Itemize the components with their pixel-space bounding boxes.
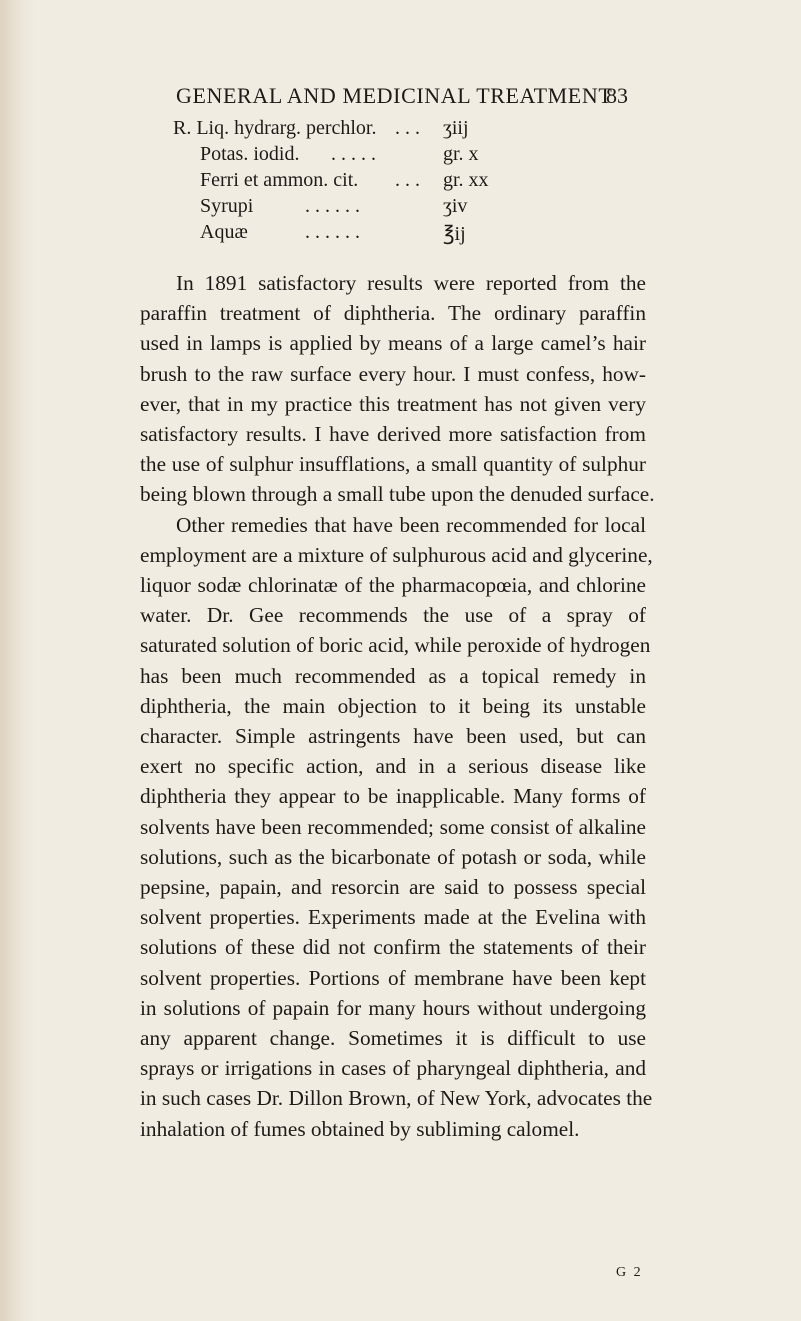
running-header [176,83,628,115]
text-line: the use of sulphur insufflations, a small quantity of sulphur [140,452,646,477]
text-line: has been much recommended as a topical remedy in [140,663,646,688]
prescription-quantity: ʒiij [443,117,469,139]
prescription-quantity: gr. x [443,143,479,165]
text-line: used in lamps is applied by means of a large camel’s hair [140,331,646,356]
text-line: diphtheria they appear to be inapplicable. Many forms of [140,784,646,809]
text-line: solvents have been recommended; some consist of alkaline [140,814,646,839]
text-line: exert no specific action, and in a serious disease like [140,754,646,779]
text-line: in such cases Dr. Dillon Brown, of New York, advocates the [140,1086,653,1111]
text-line: solvent properties. Portions of membrane have been kept [140,965,646,990]
text-line: being blown through a small tube upon the denuded surface. [140,482,655,507]
prescription-row [173,195,513,221]
text-line: in solutions of papain for many hours without undergoing [140,995,646,1020]
text-line: liquor sodæ chlorinatæ of the pharmacopœia, and chlorine [140,573,646,598]
prescription-symbol: R. [173,117,192,139]
prescription-quantity: ℥ij [443,223,466,245]
page-edge-shadow [0,0,36,1321]
text-line: pepsine, papain, and resorcin are said to possess special [140,875,646,900]
text-line: paraffin treatment of diphtheria. The ordinary paraffin [140,301,646,326]
prescription-row [173,221,513,247]
leader-dots: . . . . . . [305,195,360,217]
prescription-row [173,117,513,143]
text-line: diphtheria, the main objection to it being its unstable [140,693,646,718]
text-line: solvent properties. Experiments made at the Evelina with [140,905,646,930]
prescription-ingredient: Aquæ [200,221,248,243]
leader-dots: . . . . . [331,143,376,165]
text-line: solutions of these did not confirm the statements of their [140,935,646,960]
prescription-ingredient: R. Liq. hydrarg. perchlor. [173,117,377,139]
text-line: employment are a mixture of sulphurous acid and glycerine, [140,542,653,567]
text-line: solutions, such as the bicarbonate of potash or soda, while [140,844,646,869]
text-line: In 1891 satisfactory results were reported from the [176,271,646,295]
prescription-ingredient: Potas. iodid. [200,143,300,165]
prescription-block [173,117,513,247]
text-line: water. Dr. Gee recommends the use of a spray of [140,603,646,628]
signature-mark: G 2 [616,1265,643,1280]
leader-dots: . . . [395,117,420,139]
text-line: Other remedies that have been recommended for local [176,512,646,537]
text-line: any apparent change. Sometimes it is difficult to use [140,1026,646,1051]
text-line: saturated solution of boric acid, while peroxide of hydrogen [140,633,651,658]
leader-dots: . . . . . . [305,221,360,243]
prescription-ingredient: Syrupi [200,195,254,217]
text-line: character. Simple astringents have been used, but can [140,724,646,749]
prescription-row [173,143,513,169]
text-line: inhalation of fumes obtained by subliming calomel. [140,1116,580,1141]
prescription-quantity: ʒiv [443,195,468,217]
running-title: GENERAL AND MEDICINAL TREATMENT [176,83,613,108]
leader-dots: . . . [395,169,420,191]
body-paragraph [140,268,655,1144]
prescription-ingredient: Ferri et ammon. cit. [200,169,359,191]
page-number: 83 [606,83,628,108]
prescription-quantity: gr. xx [443,169,489,191]
text-line: sprays or irrigations in cases of pharyngeal diphtheria, and [140,1056,646,1081]
prescription-row [173,169,513,195]
text-line: ever, that in my practice this treatment has not given very [140,391,646,416]
text-line: brush to the raw surface every hour. I must confess, how- [140,361,646,386]
text-line: satisfactory results. I have derived more satisfaction from [140,422,646,447]
